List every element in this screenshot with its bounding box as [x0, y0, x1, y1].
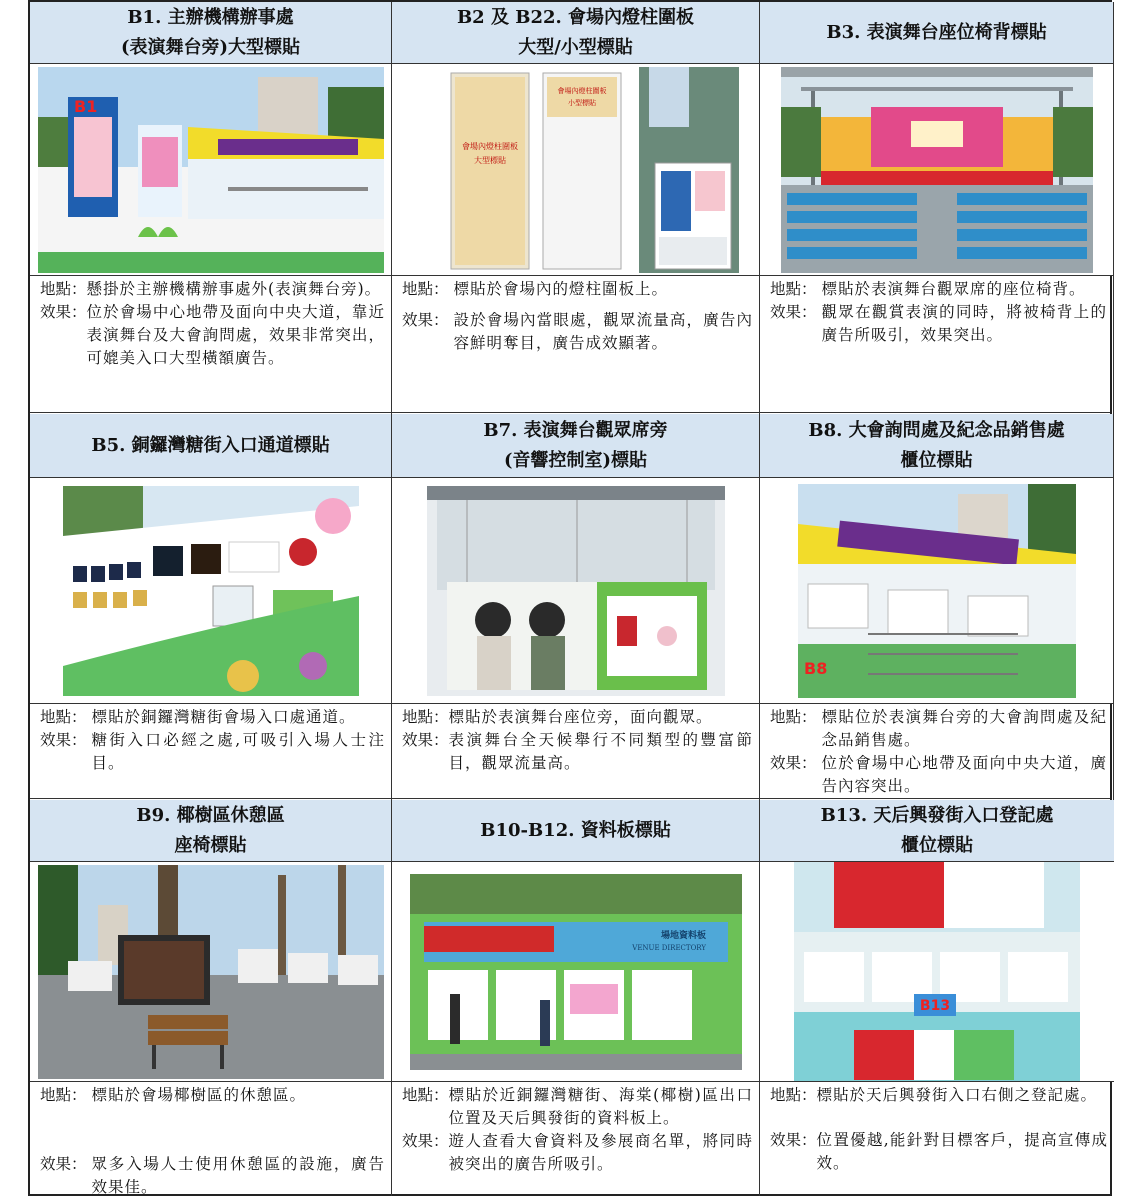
board-title: 場地資料板 — [660, 930, 706, 941]
advert-table — [28, 0, 1112, 1196]
cell-title: B5. 銅鑼灣糖街入口通道標貼 — [30, 414, 391, 478]
ad-cell-b2 — [392, 2, 760, 414]
location-label: 地點： — [402, 280, 454, 298]
effect-text: 糖街入口必經之處,可吸引入場人士注目。 — [91, 731, 385, 772]
location-label: 地點： — [770, 708, 822, 726]
effect-text: 觀眾在觀賞表演的同時，將被椅背上的廣告所吸引，效果突出。 — [821, 303, 1107, 344]
cell-title: B8. 大會詢問處及紀念品銷售處 櫃位標貼 — [760, 414, 1113, 478]
photo-tag: B1 — [73, 96, 97, 116]
photo-tag: B8 — [803, 658, 827, 678]
cell-desc — [760, 276, 1113, 414]
effect-text: 位於會場中心地帶及面向中央大道，廣告內容突出。 — [821, 754, 1107, 795]
ad-cell-b7 — [392, 414, 760, 800]
cell-desc — [30, 1082, 391, 1196]
cell-desc — [392, 704, 759, 800]
location-text: 標貼於近銅鑼灣糖街、海棠(椰樹)區出口位置及天后興發街的資料板上。 — [448, 1086, 753, 1127]
location-text: 標貼於表演舞台座位旁，面向觀眾。 — [448, 708, 713, 726]
photo-b1 — [30, 64, 391, 276]
effect-label: 效果： — [770, 303, 822, 321]
photo-b8 — [760, 478, 1113, 704]
location-label: 地點： — [770, 280, 822, 298]
photo-b13 — [760, 862, 1114, 1082]
location-label: 地點： — [40, 708, 92, 726]
photo-b7 — [392, 478, 759, 704]
effect-label: 效果： — [402, 311, 454, 329]
ad-cell-b3 — [760, 2, 1114, 414]
photo-b10 — [392, 862, 759, 1082]
effect-text: 設於會場內當眼處，觀眾流量高，廣告內容鮮明奪目，廣告成效顯著。 — [453, 311, 753, 352]
big-panel-title: 會場內燈柱圍板 — [461, 141, 518, 151]
cell-title: B7. 表演舞台觀眾席旁 (音響控制室)標貼 — [392, 414, 759, 478]
location-label: 地點： — [40, 280, 87, 298]
location-text: 標貼於天后興發街入口右側之登記處。 — [816, 1086, 1098, 1104]
table-row — [30, 800, 1110, 1196]
small-panel-sub: 小型標貼 — [567, 98, 596, 107]
cell-title: B1. 主辦機構辦事處 (表演舞台旁)大型標貼 — [30, 2, 391, 64]
ad-cell-b8 — [760, 414, 1114, 800]
effect-label: 效果： — [40, 731, 92, 749]
table-row — [30, 414, 1110, 800]
location-text: 標貼於表演舞台觀眾席的座位椅背。 — [821, 280, 1086, 298]
effect-text: 眾多入場人士使用休憩區的設施，廣告效果佳。 — [91, 1155, 385, 1196]
ad-cell-b13 — [760, 800, 1114, 1196]
location-label: 地點： — [40, 1086, 92, 1104]
location-label: 地點： — [402, 708, 449, 726]
photo-tag: B13 — [919, 997, 951, 1014]
cell-desc — [392, 1082, 759, 1196]
effect-label: 效果： — [402, 731, 449, 749]
location-text: 標貼於銅鑼灣糖街會場入口處通道。 — [91, 708, 356, 726]
effect-label: 效果： — [402, 1132, 449, 1150]
cell-title: B2 及 B22. 會場內燈柱圍板 大型/小型標貼 — [392, 2, 759, 64]
effect-label: 效果： — [40, 1155, 92, 1173]
ad-cell-b1 — [30, 2, 392, 414]
effect-label: 效果： — [40, 303, 87, 321]
location-label: 地點： — [770, 1086, 817, 1104]
board-subtitle: VENUE DIRECTORY — [631, 943, 706, 952]
effect-label: 效果： — [770, 754, 822, 772]
location-text: 標貼於會場內的燈柱圍板上。 — [453, 280, 668, 298]
location-text: 標貼位於表演舞台旁的大會詢問處及紀念品銷售處。 — [821, 708, 1107, 749]
cell-desc — [760, 1082, 1114, 1196]
location-label: 地點： — [402, 1086, 449, 1104]
cell-desc — [30, 276, 391, 414]
photo-b2 — [392, 64, 759, 276]
effect-text: 位於會場中心地帶及面向中央大道，靠近表演舞台及大會詢問處，效果非常突出，可媲美入口大型橫額廣告。 — [86, 303, 385, 367]
cell-desc — [760, 704, 1113, 800]
photo-b3 — [760, 64, 1113, 276]
effect-text: 表演舞台全天候舉行不同類型的豐富節目，觀眾流量高。 — [448, 731, 753, 772]
cell-desc — [30, 704, 391, 800]
photo-b9 — [30, 862, 391, 1082]
cell-title: B10-B12. 資料板標貼 — [392, 800, 759, 862]
cell-title: B13. 天后興發街入口登記處 櫃位標貼 — [760, 800, 1114, 862]
effect-text: 位置優越,能針對目標客戶，提高宣傳成效。 — [816, 1131, 1108, 1172]
cell-desc — [392, 276, 759, 414]
effect-label: 效果： — [770, 1131, 817, 1149]
ad-cell-b10 — [392, 800, 760, 1196]
location-text: 標貼於會場椰樹區的休憩區。 — [91, 1086, 306, 1104]
cell-title: B9. 椰樹區休憩區 座椅標貼 — [30, 800, 391, 862]
table-row — [30, 2, 1110, 414]
small-panel-title: 會場內燈柱圍板 — [557, 86, 606, 95]
effect-text: 遊人查看大會資料及參展商名單，將同時被突出的廣告所吸引。 — [448, 1132, 753, 1173]
ad-cell-b9 — [30, 800, 392, 1196]
photo-b5 — [30, 478, 391, 704]
big-panel-sub: 大型標貼 — [473, 155, 506, 165]
ad-cell-b5 — [30, 414, 392, 800]
location-text: 懸掛於主辦機構辦事處外(表演舞台旁)。 — [86, 280, 382, 298]
cell-title: B3. 表演舞台座位椅背標貼 — [760, 2, 1113, 64]
